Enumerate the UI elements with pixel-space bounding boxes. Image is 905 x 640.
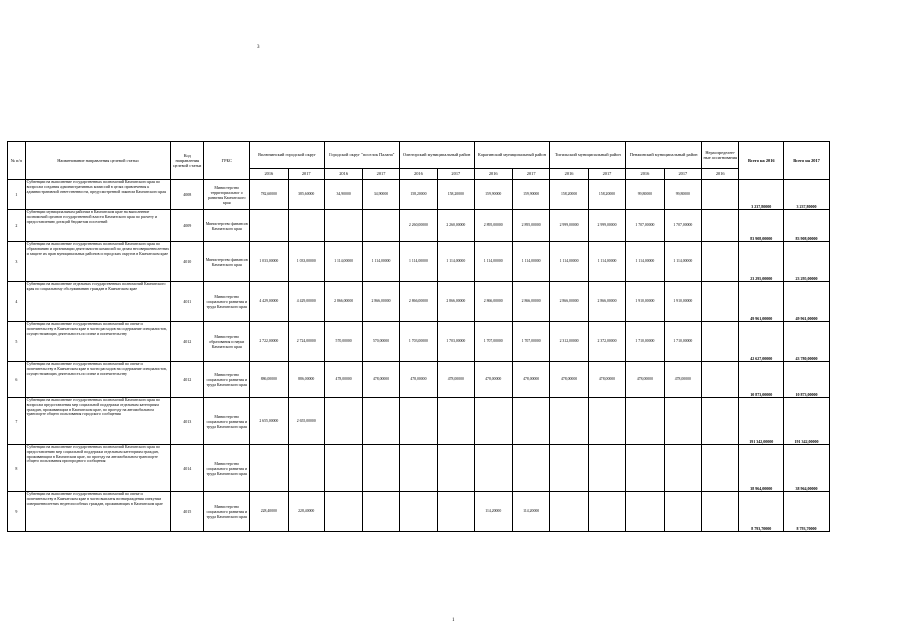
value-cell: 478,00000 [664,362,701,398]
value-cell: 99,80000 [626,180,664,210]
year-cell: 2016 [324,169,362,180]
value-cell [438,398,474,445]
year-cell: 2017 [512,169,549,180]
value-cell: 2 260,00000 [438,210,474,242]
value-cell: 2 866,00000 [588,282,625,322]
value-cell [324,492,362,532]
value-cell: 1 114,00000 [363,242,399,282]
value-cell [664,398,701,445]
value-cell [702,322,739,362]
value-cell [702,180,739,210]
value-cell: 1 114,00000 [438,242,474,282]
row-grbs: Министерство финансов Камчатского края [204,210,250,242]
table-row [8,362,830,398]
col-code: Код направления целевой статьи [171,142,204,180]
value-cell: 159,90000 [474,180,512,210]
value-cell: 1 710,00000 [664,322,701,362]
value-cell [588,445,625,492]
value-cell: 1 114,00000 [550,242,588,282]
row-name: Субвенции на выполнение государственных полномочий Камчатского края по образованию и организации деятельности комиссий по делам несовершеннолетних и защите их прав муниципальных районов и городских округов в Камчатском крае [25,242,170,282]
total-2017-cell: 49 961,00000 [784,282,830,322]
col-grbs: ГРБС [204,142,250,180]
row-name: Субвенции на выполнение государственных полномочий по опеке и попечительству в Камчатском крае в части расходов на содержание специалистов, осуществляющих деятельность по опеке и попечительству [25,362,170,398]
value-cell: 2 999,00000 [550,210,588,242]
value-cell: 114,20000 [474,492,512,532]
value-cell: 478,00000 [588,362,625,398]
total-2017-cell: 3 237,80000 [784,180,830,210]
row-code: 4008 [171,180,204,210]
value-cell: 2 260,00000 [399,210,437,242]
value-cell: 4 429,00000 [288,282,324,322]
value-cell: 1 707,00000 [474,322,512,362]
col-name: Наименование направления целевой статьи [25,142,170,180]
table-body [8,180,830,532]
value-cell: 478,00000 [324,362,362,398]
value-cell: 1 114,00000 [588,242,625,282]
value-cell: 2 372,00000 [588,322,625,362]
value-cell [399,492,437,532]
value-cell [702,282,739,322]
value-cell: 34,90000 [324,180,362,210]
col-total-2017: Всего на 2017 [784,142,830,180]
total-2017-cell: 10 873,00000 [784,362,830,398]
row-name: Субвенции на выполнение государственных полномочий по опеке и попечительству в Камчатском крае в части расходов на содержание специалистов, осуществляющих деятельность по опеке и попечительству [25,322,170,362]
row-grbs: Министерство социального развития и труда Камчатского края [204,362,250,398]
table-row [8,210,830,242]
table-row [8,398,830,445]
value-cell: 385,60000 [288,180,324,210]
value-cell: 1 114,00000 [512,242,549,282]
table-header [8,142,830,180]
col-district-1: Вилючинский городской округ [250,142,325,169]
value-cell [588,492,625,532]
col-district-2: Городской округ "поселок Палана" [324,142,399,169]
total-2017-cell: 191 342,00000 [784,398,830,445]
value-cell: 570,00000 [363,322,399,362]
value-cell [664,445,701,492]
value-cell: 478,00000 [474,362,512,398]
value-cell [399,398,437,445]
row-grbs: Министерство образования и науки Камчатского края [204,322,250,362]
year-cell: 2016 [474,169,512,180]
value-cell: 1 703,00000 [438,322,474,362]
table-row [8,180,830,210]
value-cell [550,445,588,492]
value-cell: 1 114,00000 [664,242,701,282]
total-2016-cell: 3 237,80000 [739,180,784,210]
total-2017-cell: 43 780,00000 [784,322,830,362]
value-cell [702,362,739,398]
value-cell: 2 866,00000 [324,282,362,322]
row-name: Субвенции на выполнение государственных полномочий по опеке и попечительству в Камчатском крае в части выплаты вознаграждения опекунам совершеннолетних недееспособных граждан, проживающих в Камчатском крае [25,492,170,532]
value-cell: 114,20000 [512,492,549,532]
value-cell: 2 866,00000 [399,282,437,322]
value-cell: 782,60000 [250,180,288,210]
value-cell: 159,90000 [512,180,549,210]
year-cell: 2016 [550,169,588,180]
value-cell: 1 114,00000 [324,242,362,282]
value-cell [288,210,324,242]
total-2017-cell: 83 908,00000 [784,210,830,242]
value-cell: 1 707,00000 [626,210,664,242]
row-number: 3 [8,242,26,282]
value-cell: 478,00000 [550,362,588,398]
value-cell [512,445,549,492]
value-cell: 1 710,00000 [626,322,664,362]
table-row [8,242,830,282]
value-cell [626,398,664,445]
row-number: 7 [8,398,26,445]
value-cell: 1 114,00000 [474,242,512,282]
total-2017-cell: 38 964,00000 [784,445,830,492]
value-cell: 2 866,00000 [550,282,588,322]
col-district-3: Олюторский муниципальный район [399,142,474,169]
col-district-4: Карагинский муниципальный район [474,142,550,169]
row-number: 8 [8,445,26,492]
value-cell [438,445,474,492]
value-cell: 2 866,00000 [512,282,549,322]
col-district-6: Пенжинский муниципальный район [626,142,702,169]
value-cell [702,210,739,242]
row-code: 4012 [171,322,204,362]
value-cell: 478,00000 [438,362,474,398]
value-cell [324,210,362,242]
page-number-bottom: 1 [452,618,455,623]
row-number: 2 [8,210,26,242]
year-cell: 2016 [399,169,437,180]
value-cell: 1 707,00000 [512,322,549,362]
total-2016-cell: 42 627,00000 [739,322,784,362]
year-cell: 2016 [702,169,739,180]
year-cell: 2017 [664,169,701,180]
row-grbs: Министерство социального развития и труда Камчатского края [204,445,250,492]
value-cell: 158,20000 [399,180,437,210]
table-row [8,445,830,492]
value-cell [702,242,739,282]
value-cell [512,398,549,445]
year-cell: 2017 [588,169,625,180]
value-cell: 478,00000 [626,362,664,398]
col-total-2016: Всего на 2016 [739,142,784,180]
value-cell: 158,20000 [438,180,474,210]
row-code: 4014 [171,445,204,492]
value-cell: 2 655,00000 [250,398,288,445]
row-number: 9 [8,492,26,532]
value-cell [550,398,588,445]
col-no: № п/п [8,142,26,180]
value-cell [626,445,664,492]
value-cell: 2 312,00000 [550,322,588,362]
row-name: Субвенции на выполнение государственных полномочий Камчатского края по предоставлению мер социальной поддержки отдельным категориям граждан, проживающим в Камчатском крае, по проезду на автомобильном транспорте общего пользования пригородного сообщения [25,445,170,492]
value-cell: 228,40000 [250,492,288,532]
row-name: Субвенции муниципальным районам в Камчатском крае на выполнение полномочий органов государственной власти Камчатского края по расчету и предоставлению дотаций бюджетам поселений [25,210,170,242]
total-2017-cell: 23 295,00000 [784,242,830,282]
value-cell: 158,20000 [550,180,588,210]
value-cell: 2 866,00000 [474,282,512,322]
value-cell [626,492,664,532]
total-2016-cell: 10 873,00000 [739,362,784,398]
subventions-table [7,141,830,532]
row-code: 4011 [171,282,204,322]
year-cell: 2016 [250,169,288,180]
year-cell: 2017 [288,169,324,180]
value-cell: 2 895,00000 [474,210,512,242]
total-2016-cell: 191 342,00000 [739,398,784,445]
value-cell [664,492,701,532]
row-number: 1 [8,180,26,210]
value-cell: 2 866,00000 [363,282,399,322]
value-cell [702,445,739,492]
row-code: 4010 [171,242,204,282]
value-cell: 1 033,00000 [288,242,324,282]
row-code: 4012 [171,362,204,398]
value-cell: 2 895,00000 [512,210,549,242]
value-cell: 478,00000 [399,362,437,398]
value-cell: 99,80000 [664,180,701,210]
total-2016-cell: 8 793,70000 [739,492,784,532]
value-cell [702,492,739,532]
value-cell: 570,00000 [324,322,362,362]
row-name: Субвенции на выполнение государственных полномочий Камчатского края по вопросам предоставления мер социальной поддержки отдельным категориям граждан, проживающим в Камчатском крае, по проезду на автомобильном транспорте общего пользования городского сообщения [25,398,170,445]
total-2016-cell: 49 961,00000 [739,282,784,322]
row-grbs: Министерство финансов Камчатского края [204,242,250,282]
value-cell: 2 999,00000 [588,210,625,242]
value-cell [550,492,588,532]
row-code: 4009 [171,210,204,242]
value-cell: 886,00000 [288,362,324,398]
value-cell: 886,00000 [250,362,288,398]
row-number: 4 [8,282,26,322]
value-cell: 158,20000 [588,180,625,210]
total-2016-cell: 23 295,00000 [739,242,784,282]
table-row [8,492,830,532]
value-cell: 1 707,00000 [664,210,701,242]
total-2016-cell: 38 964,00000 [739,445,784,492]
row-name: Субвенции на выполнение отдельных государственных полномочий Камчатского края по социальному обслуживанию граждан в Камчатском крае [25,282,170,322]
row-grbs: Министерство социального развития и труда Камчатского края [204,398,250,445]
total-2017-cell: 8 793,70000 [784,492,830,532]
row-code: 4015 [171,492,204,532]
year-cell: 2017 [438,169,474,180]
value-cell [250,445,288,492]
table-row [8,282,830,322]
page-number-top: 3 [257,45,260,50]
value-cell [399,445,437,492]
value-cell: 228,40000 [288,492,324,532]
value-cell [288,445,324,492]
value-cell: 34,90000 [363,180,399,210]
value-cell: 478,00000 [512,362,549,398]
value-cell [438,492,474,532]
value-cell: 2 866,00000 [438,282,474,322]
value-cell [474,398,512,445]
value-cell [474,445,512,492]
value-cell: 1 114,00000 [399,242,437,282]
row-number: 5 [8,322,26,362]
value-cell [363,210,399,242]
value-cell [250,210,288,242]
row-code: 4013 [171,398,204,445]
value-cell: 2 724,00000 [288,322,324,362]
row-number: 6 [8,362,26,398]
total-2016-cell: 83 908,00000 [739,210,784,242]
row-grbs: Министерство территориальног о развития Камчатского края [204,180,250,210]
value-cell [702,398,739,445]
row-grbs: Министерство социального развития и труда Камчатского края [204,282,250,322]
row-name: Субвенции на выполнение государственных полномочий Камчатского края по вопросам создания административных комиссий в целях привлечения к административной ответственности, предусмотренной законом Камчатского края [25,180,170,210]
value-cell: 1 703,00000 [399,322,437,362]
col-district-5: Тигильский муниципальный район [550,142,626,169]
value-cell [588,398,625,445]
value-cell: 1 910,00000 [664,282,701,322]
year-cell: 2017 [363,169,399,180]
col-undistributed: Нераспределен-ные ассигнования [702,142,739,169]
value-cell: 4 429,00000 [250,282,288,322]
value-cell: 1 114,00000 [626,242,664,282]
value-cell: 1 910,00000 [626,282,664,322]
value-cell: 478,00000 [363,362,399,398]
table-row [8,322,830,362]
value-cell: 2 722,00000 [250,322,288,362]
value-cell [363,492,399,532]
value-cell [324,445,362,492]
value-cell: 1 033,00000 [250,242,288,282]
value-cell [363,398,399,445]
row-grbs: Министерство социального развития и труда Камчатского края [204,492,250,532]
value-cell: 2 655,00000 [288,398,324,445]
value-cell [363,445,399,492]
value-cell [324,398,362,445]
year-cell: 2016 [626,169,664,180]
